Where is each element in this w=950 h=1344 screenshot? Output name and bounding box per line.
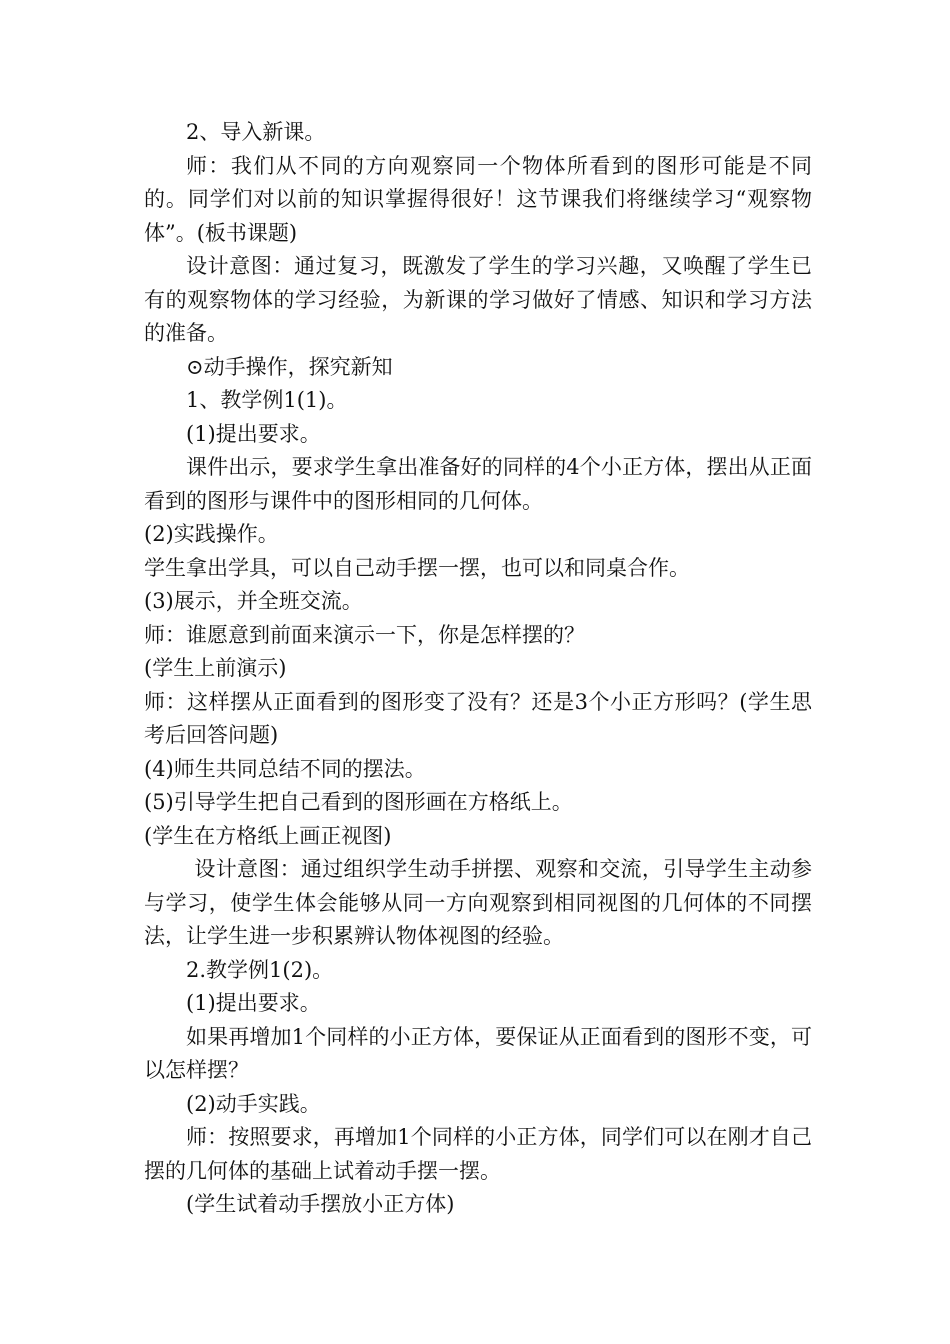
step-heading: (2)动手实践。 <box>186 1091 321 1116</box>
teacher-speech-paragraph: 师：这样摆从正面看到的图形变了没有？还是3个小正方形吗？(学生思考后回答问题) <box>144 689 812 747</box>
example-heading-2: 2.教学例1(2)。 <box>186 957 334 982</box>
teacher-speech-paragraph: 师：按照要求，再增加1个同样的小正方体，同学们可以在刚才自己摆的几何体的基础上试着动手摆一摆。 <box>144 1125 812 1183</box>
body-paragraph: 课件出示，要求学生拿出准备好的同样的4个小正方体，摆出从正面看到的图形与课件中的图形相同的几何体。 <box>144 455 812 513</box>
stage-note: (学生在方格纸上画正视图) <box>144 823 392 848</box>
document-body <box>144 116 812 1222</box>
design-intent-paragraph: 设计意图：通过复习，既激发了学生的学习兴趣，又唤醒了学生已有的观察物体的学习经验，为新课的学习做好了情感、知识和学习方法的准备。 <box>144 254 812 345</box>
step-heading: (1)提出要求。 <box>186 991 321 1015</box>
teacher-speech-paragraph: 师：谁愿意到前面来演示一下，你是怎样摆的？ <box>144 622 585 647</box>
section-heading-intro: 2、导入新课。 <box>186 120 326 144</box>
teacher-speech-paragraph: 师：我们从不同的方向观察同一个物体所看到的图形可能是不同的。同学们对以前的知识掌握得很好！这节课我们将继续学习“观察物体”。(板书课题) <box>144 153 812 245</box>
step-heading: (1)提出要求。 <box>186 421 321 446</box>
design-intent-paragraph: 设计意图：通过组织学生动手拼摆、观察和交流，引导学生主动参与学习，使学生体会能够从同一方向观察到相同视图的几何体的不同摆法，让学生进一步积累辨认物体视图的经验。 <box>144 857 812 948</box>
section-heading-hands-on: ⊙动手操作，探究新知 <box>186 354 393 379</box>
stage-note: (学生上前演示) <box>144 656 287 680</box>
step-heading: (4)师生共同总结不同的摆法。 <box>144 756 426 781</box>
body-paragraph: 如果再增加1个同样的小正方体，要保证从正面看到的图形不变，可以怎样摆？ <box>144 1024 812 1082</box>
step-heading: (3)展示，并全班交流。 <box>144 589 363 613</box>
stage-note: (学生试着动手摆放小正方体) <box>186 1192 455 1216</box>
example-heading-1: 1、教学例1(1)。 <box>186 388 348 412</box>
step-heading: (5)引导学生把自己看到的图形画在方格纸上。 <box>144 790 573 814</box>
step-heading: (2)实践操作。 <box>144 522 279 546</box>
body-paragraph: 学生拿出学具，可以自己动手摆一摆，也可以和同桌合作。 <box>144 555 690 580</box>
